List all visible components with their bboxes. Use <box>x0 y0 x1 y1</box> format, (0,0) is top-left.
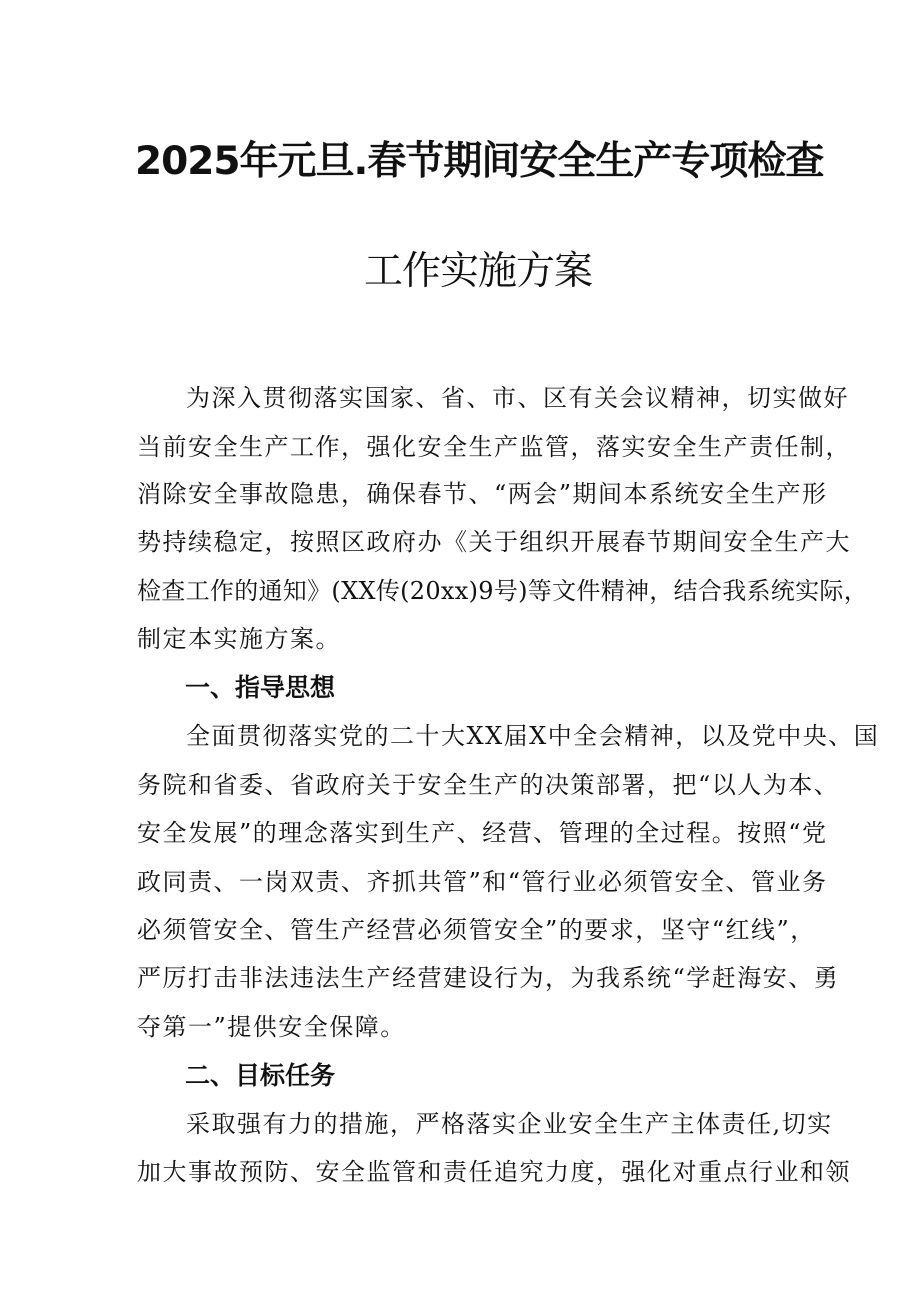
para1-line: 夺第一”提供安全保障。 <box>137 1013 406 1041</box>
para1-line: 务院和省委、省政府关于安全生产的决策部署，把“以人为本、 <box>137 771 840 799</box>
intro-line: 势持续稳定，按照区政府办《关于组织开展春节期间安全生产大 <box>137 528 851 556</box>
intro-line: 为深入贯彻落实国家、省、市、区有关会议精神，切实做好 <box>186 384 849 412</box>
document-title-line-1: 2025年元旦.春节期间安全生产专项检查 <box>135 139 824 184</box>
document-title-line-2: 工作实施方案 <box>364 249 593 294</box>
intro-line: 消除安全事故隐患，确保春节、“两会”期间本系统安全生产形 <box>137 480 828 508</box>
para1-line: 政同责、一岗双责、齐抓共管”和“管行业必须管安全、管业务 <box>137 868 828 896</box>
para1-line: 必须管安全、管生产经营必须管安全”的要求，坚守“红线”， <box>137 916 816 944</box>
section-heading-guiding-ideology: 一、指导思想 <box>185 673 336 702</box>
para1-line: 全面贯彻落实党的二十大XX届X中全会精神，以及党中央、国 <box>186 722 880 750</box>
para1-line: 严厉打击非法违法生产经营建设行为，为我系统“学赶海安、勇 <box>137 964 840 992</box>
para1-line: 安全发展”的理念落实到生产、经营、管理的全过程。按照“党 <box>137 819 828 847</box>
section-heading-goals-tasks: 二、目标任务 <box>185 1061 336 1090</box>
para2-line: 采取强有力的措施，严格落实企业安全生产主体责任,切实 <box>186 1110 833 1138</box>
intro-line: 检查工作的通知》(XX传(20xx)9号)等文件精神，结合我系统实际， <box>137 577 869 605</box>
para2-line: 加大事故预防、安全监管和责任追究力度，强化对重点行业和领 <box>137 1158 851 1186</box>
intro-line: 当前安全生产工作，强化安全生产监管，落实安全生产责任制， <box>137 433 851 461</box>
intro-line: 制定本实施方案。 <box>137 625 341 653</box>
